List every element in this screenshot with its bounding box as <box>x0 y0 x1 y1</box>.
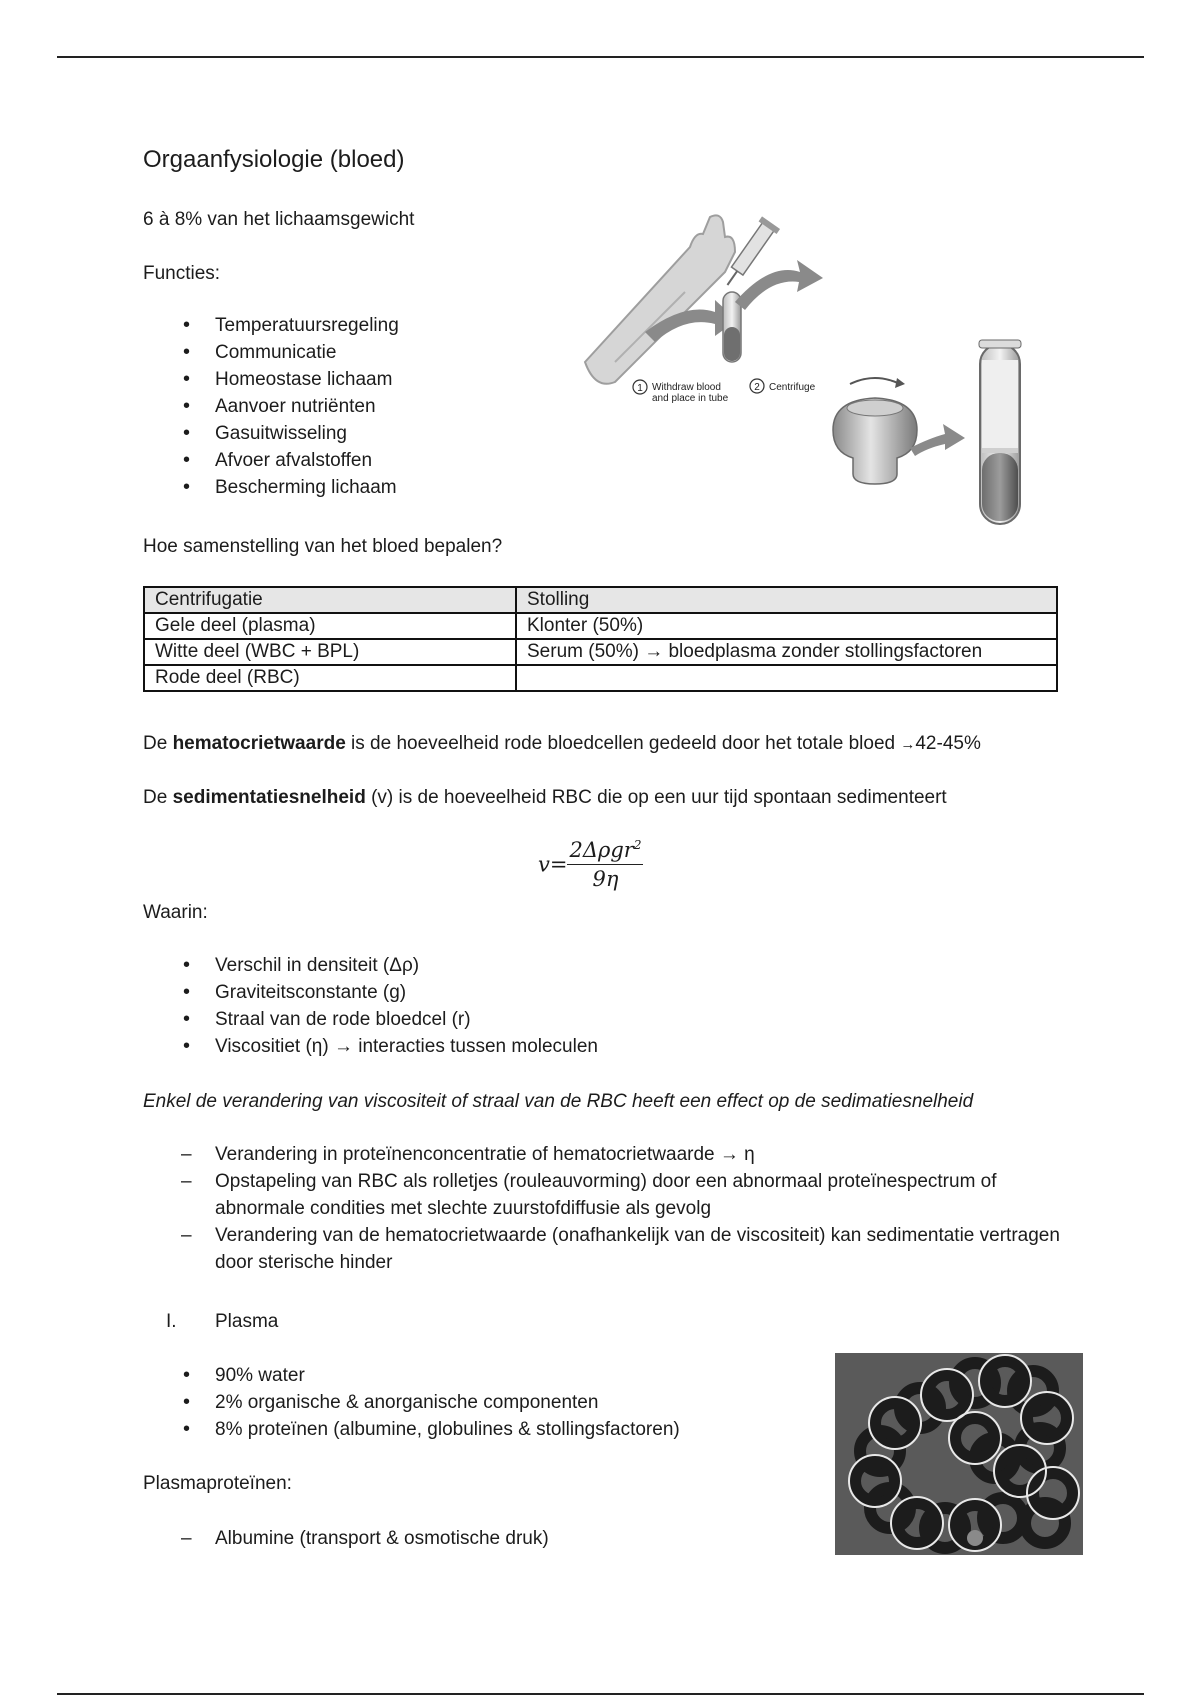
plasma-proteins-heading: Plasmaproteïnen: <box>143 1473 292 1494</box>
list-item: • Verschil in densiteit (Δρ) <box>143 952 598 979</box>
step1-label-line2: and place in tube <box>652 393 729 404</box>
list-item: • 8% proteïnen (albumine, globulines & stollingsfactoren) <box>143 1416 680 1443</box>
table-cell: Klonter (50%) <box>516 613 1057 639</box>
functions-heading: Functies: <box>143 263 221 284</box>
hematocrit-value: 42-45% <box>915 733 981 754</box>
formula-exponent: 2 <box>633 838 642 852</box>
list-item: • Homeostase lichaam <box>143 366 399 393</box>
step1-label-line1: Withdraw blood <box>652 382 721 393</box>
blood-collection-illustration <box>575 212 1065 542</box>
arrow-symbol: → <box>900 736 916 753</box>
page-title: Orgaanfysiologie (bloed) <box>143 146 405 173</box>
table-header-cell: Stolling <box>516 587 1057 613</box>
formula-fraction <box>567 838 643 891</box>
effects-list <box>143 1141 1073 1276</box>
step2-number: 2 <box>754 382 760 393</box>
table-cell <box>516 665 1057 691</box>
formula-numerator: 2Δρgr$^2$ <box>567 838 643 865</box>
sedimentation-paragraph <box>143 784 947 811</box>
hematocrit-definition: is de hoeveelheid rode bloedcellen gedeeld door het totale bloed <box>345 733 901 754</box>
formula-denominator: 9η <box>592 867 619 891</box>
table-cell: Witte deel (WBC + BPL) <box>144 639 516 665</box>
step2-label: Centrifuge <box>769 382 816 393</box>
list-item: • Bescherming lichaam <box>143 474 399 501</box>
intro-text: 6 à 8% van het lichaamsgewicht <box>143 209 415 230</box>
table-row <box>144 613 1057 639</box>
list-item: • Straal van de rode bloedcel (r) <box>143 1006 598 1033</box>
step1-number: 1 <box>637 383 643 394</box>
top-rule <box>57 56 1144 58</box>
plasma-proteins-list <box>143 1525 843 1552</box>
table-cell: Gele deel (plasma) <box>144 613 516 639</box>
list-item: – Albumine (transport & osmotische druk) <box>143 1525 843 1552</box>
micrograph-image <box>835 1353 1083 1555</box>
list-item: • 2% organische & anorganische componenten <box>143 1389 680 1416</box>
sedimentation-term: sedimentatiesnelheid <box>172 787 366 808</box>
list-item: • Gasuitwisseling <box>143 420 399 447</box>
list-item: • 90% water <box>143 1362 680 1389</box>
italic-note: Enkel de verandering van viscositeit of straal van de RBC heeft een effect op de sedimatiesnelheid <box>143 1091 974 1112</box>
sedimentation-prefix: De <box>143 787 173 808</box>
formula-lhs: v= <box>538 852 568 877</box>
section-title: Plasma <box>215 1311 279 1332</box>
composition-table <box>143 586 1058 692</box>
centrifuge-figure <box>575 212 1065 542</box>
section-numeral: I. <box>166 1311 177 1332</box>
variables-list <box>143 952 598 1060</box>
list-item: • Afvoer afvalstoffen <box>143 447 399 474</box>
hematocrit-term: hematocrietwaarde <box>172 733 346 754</box>
list-item: • Graviteitsconstante (g) <box>143 979 598 1006</box>
arm-shape <box>585 215 735 383</box>
table-row <box>144 639 1057 665</box>
hematocrit-paragraph <box>143 730 981 758</box>
table-header-cell: Centrifugatie <box>144 587 516 613</box>
sedimentation-definition: (v) is de hoeveelheid RBC die op een uur tijd spontaan sedimenteert <box>365 787 947 808</box>
rouleaux-micrograph <box>835 1353 1083 1555</box>
list-item: • Temperatuursregeling <box>143 312 399 339</box>
table-row <box>144 665 1057 691</box>
question-text: Hoe samenstelling van het bloed bepalen? <box>143 536 503 557</box>
list-item: • Viscositiet (η) → interacties tussen moleculen <box>143 1033 598 1060</box>
plasma-components-list <box>143 1362 680 1443</box>
table-cell: Rode deel (RBC) <box>144 665 516 691</box>
sedimentation-formula <box>538 838 643 891</box>
table-header-row <box>144 587 1057 613</box>
table-cell: Serum (50%) → bloedplasma zonder stollingsfactoren <box>516 639 1057 665</box>
where-heading: Waarin: <box>143 902 208 923</box>
functions-list <box>143 312 399 501</box>
list-item: • Communicatie <box>143 339 399 366</box>
bottom-rule <box>57 1693 1144 1695</box>
list-item: • Aanvoer nutriënten <box>143 393 399 420</box>
list-item: – Opstapeling van RBC als rolletjes (rouleauvorming) door een abnormaal proteïnespectrum of abnormale condities met slechte zuurstofdiffusie als gevolg <box>143 1168 1073 1222</box>
list-item: – Verandering in proteïnenconcentratie of hematocrietwaarde → η <box>143 1141 1073 1168</box>
hematocrit-prefix: De <box>143 733 173 754</box>
list-item: – Verandering van de hematocrietwaarde (onafhankelijk van de viscositeit) kan sedimentatie vertragen door sterische hinder <box>143 1222 1073 1276</box>
